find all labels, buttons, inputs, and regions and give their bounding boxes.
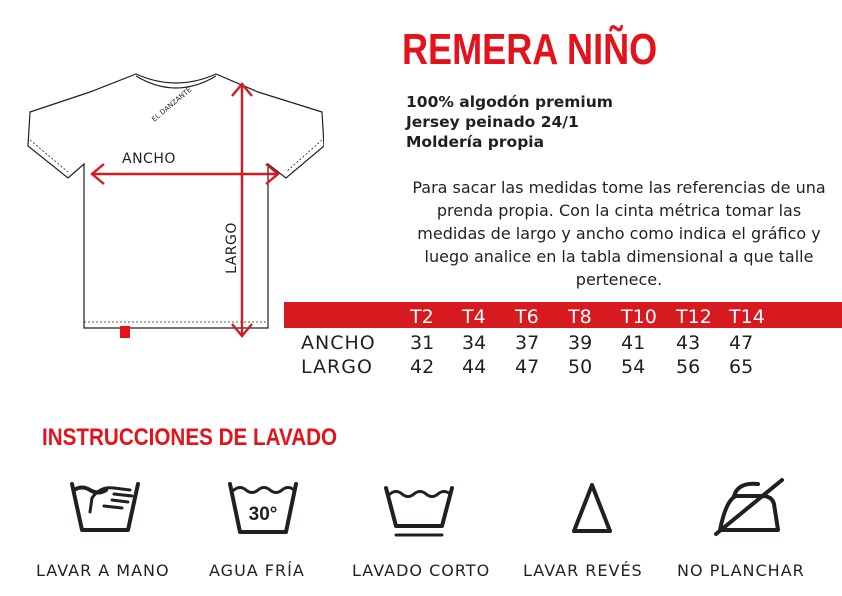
table-cell: 50 <box>568 356 593 378</box>
care-label: LAVADO CORTO <box>352 561 491 580</box>
size-header: T8 <box>568 306 592 328</box>
table-cell: 56 <box>676 356 701 378</box>
table-cell: 31 <box>410 332 435 354</box>
care-label: LAVAR A MANO <box>36 561 170 580</box>
size-header: T12 <box>676 306 712 328</box>
size-header: T14 <box>729 306 765 328</box>
table-cell: 65 <box>729 356 754 378</box>
largo-label: LARGO <box>224 222 240 274</box>
ancho-label: ANCHO <box>122 151 176 167</box>
table-cell: 39 <box>568 332 593 354</box>
row-label-ancho: ANCHO <box>301 332 376 354</box>
table-cell: 34 <box>462 332 487 354</box>
wash-section-title: INSTRUCCIONES DE LAVADO <box>42 424 338 451</box>
brand-label: EL DANZANTE <box>150 85 194 124</box>
tshirt-diagram <box>24 70 324 345</box>
size-header: T4 <box>462 306 486 328</box>
wash-inside-out-icon <box>570 481 614 537</box>
table-cell: 44 <box>462 356 487 378</box>
feature-item: Moldería propia <box>406 133 545 151</box>
size-header: T2 <box>410 306 434 328</box>
table-cell: 47 <box>729 332 754 354</box>
table-cell: 47 <box>515 356 540 378</box>
cold-wash-30-icon <box>228 480 298 538</box>
short-wash-icon <box>384 484 454 542</box>
no-iron-icon <box>712 476 786 538</box>
feature-item: Jersey peinado 24/1 <box>406 113 579 131</box>
care-label: LAVAR REVÉS <box>523 561 643 580</box>
care-label: NO PLANCHAR <box>677 561 805 580</box>
temperature-label: 30° <box>248 504 278 525</box>
product-title: REMERA NIÑO <box>402 25 658 74</box>
red-tag <box>120 326 130 338</box>
size-header: T6 <box>515 306 539 328</box>
table-cell: 41 <box>621 332 646 354</box>
feature-item: 100% algodón premium <box>406 93 613 111</box>
table-cell: 37 <box>515 332 540 354</box>
hand-wash-icon <box>70 476 140 536</box>
size-header: T10 <box>621 306 657 328</box>
table-cell: 54 <box>621 356 646 378</box>
table-cell: 42 <box>410 356 435 378</box>
measurement-instructions: Para sacar las medidas tome las referencias de una prenda propia. Con la cinta métrica tomar las medidas de largo y ancho como indica el gráfico y luego analice en la tabla dimensional a que talle pertenece. <box>412 178 826 289</box>
table-cell: 43 <box>676 332 701 354</box>
row-label-largo: LARGO <box>301 356 373 378</box>
care-label: AGUA FRÍA <box>209 561 305 580</box>
product-features <box>406 92 613 152</box>
